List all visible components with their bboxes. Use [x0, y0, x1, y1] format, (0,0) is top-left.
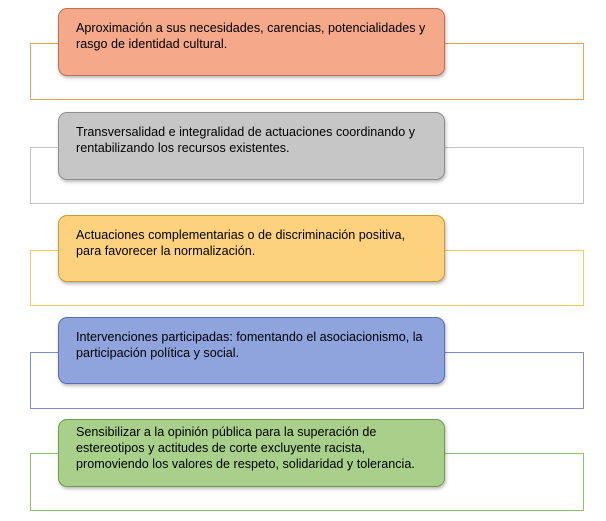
item-2-text: Transversalidad e integralidad de actuaciones coordinando y rentabilizando los recursos existentes.	[76, 125, 416, 155]
item-5-card	[58, 419, 445, 487]
item-5-text: Sensibilizar a la opinión pública para la superación de estereotipos y actitudes de corte excluyente racista, promoviendo los valores de respeto, solidaridad y tolerancia.	[76, 425, 415, 471]
item-3-text: Actuaciones complementarias o de discriminación positiva, para favorecer la normalización.	[76, 228, 405, 258]
item-2-card	[58, 112, 445, 180]
item-4-text: Intervenciones participadas: fomentando el asociacionismo, la participación política y social.	[76, 330, 423, 360]
item-3-card	[58, 215, 445, 282]
item-1-card	[58, 8, 445, 76]
item-4-card	[58, 317, 445, 384]
item-1-text: Aproximación a sus necesidades, carencias, potencialidades y rasgo de identidad cultural.	[76, 21, 426, 51]
